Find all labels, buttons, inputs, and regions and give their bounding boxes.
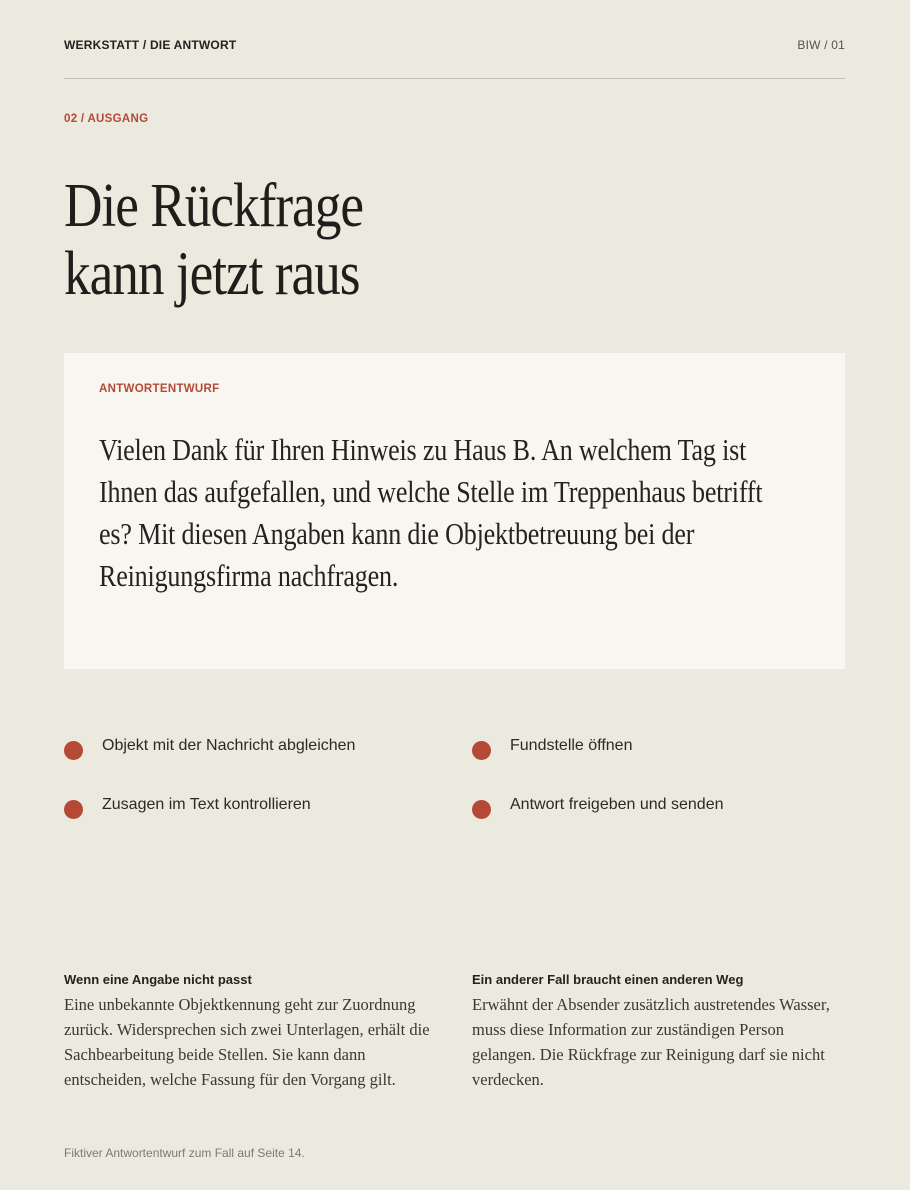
page-reference: BIW / 01 — [797, 38, 845, 52]
note-title: Ein anderer Fall braucht einen anderen Weg — [472, 972, 744, 987]
note-body: Eine unbekannte Objektkennung geht zur Zuordnung zurück. Widersprechen sich zwei Unterlagen, erhält die Sachbearbeitung beide Stellen. Sie kann dann entscheiden, welche Fassung für den Vorgang gilt. — [64, 995, 430, 1089]
title-line-1: Die Rückfrage — [64, 172, 363, 240]
draft-text: Vielen Dank für Ihren Hinweis zu Haus B. An welchem Tag ist Ihnen das aufgefallen, und welche Stelle im Treppenhaus betrifft es? Mit diesen Angaben kann die Objektbetreuung bei der Reinigungsfirma nachfragen. — [99, 432, 763, 593]
section-kicker: 02 / AUSGANG — [64, 113, 149, 125]
notes-section — [64, 970, 845, 1092]
note-body: Erwähnt der Absender zusätzlich austretendes Wasser, muss diese Information zur zuständigen Person gelangen. Die Rückfrage zur Reinigung darf sie nicht verdecken. — [472, 995, 830, 1089]
checklist-item — [472, 735, 845, 757]
bullet-dot-icon — [472, 800, 491, 819]
note-left — [64, 970, 472, 1092]
page-title — [64, 172, 363, 308]
footnote: Fiktiver Antwortentwurf zum Fall auf Seite 14. — [64, 1146, 305, 1160]
section-label: WERKSTATT / DIE ANTWORT — [64, 38, 237, 52]
header-divider — [64, 78, 845, 79]
checklist-item-label: Zusagen im Text kontrollieren — [102, 796, 311, 813]
document-page — [64, 0, 845, 1190]
checklist-item-label: Antwort freigeben und senden — [510, 796, 724, 813]
bullet-dot-icon — [64, 741, 83, 760]
draft-card — [64, 353, 845, 669]
checklist — [64, 735, 845, 816]
bullet-dot-icon — [64, 800, 83, 819]
running-header — [64, 38, 845, 52]
title-line-2: kann jetzt raus — [64, 240, 360, 308]
note-title: Wenn eine Angabe nicht passt — [64, 972, 252, 987]
bullet-dot-icon — [472, 741, 491, 760]
checklist-item — [472, 794, 845, 816]
note-right — [472, 970, 845, 1092]
checklist-item — [64, 794, 472, 816]
draft-label: ANTWORTENTWURF — [99, 383, 220, 395]
checklist-item-label: Fundstelle öffnen — [510, 737, 633, 754]
checklist-item — [64, 735, 472, 757]
checklist-item-label: Objekt mit der Nachricht abgleichen — [102, 737, 356, 754]
